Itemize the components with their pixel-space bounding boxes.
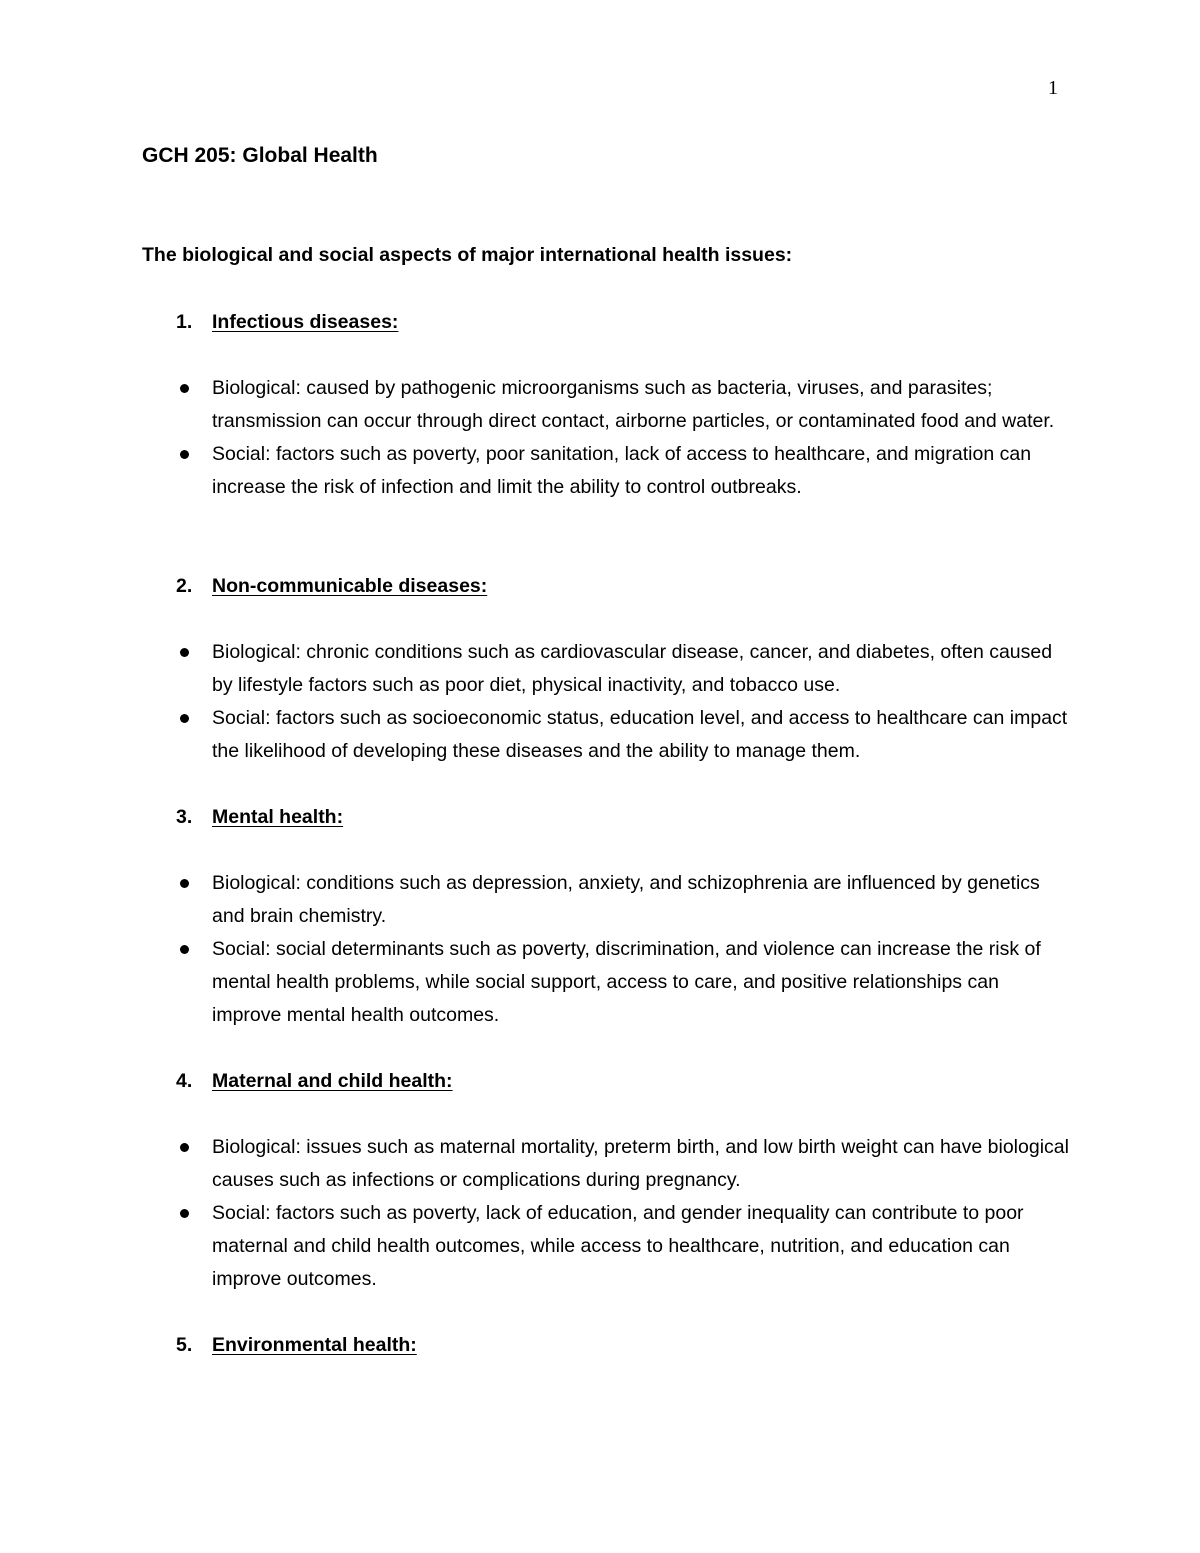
bullet-text: Biological: caused by pathogenic microorganisms such as bacteria, viruses, and parasites; transmission can occur through direct contact, airborne particles, or contaminated food and water. — [212, 377, 1055, 432]
bullet-dot-icon — [180, 714, 189, 723]
bullet-dot-icon — [180, 1209, 189, 1218]
section-number: 5. — [176, 1334, 193, 1356]
bullet-text: Social: social determinants such as poverty, discrimination, and violence can increase the risk of mental health problems, while social support, access to care, and positive relationships can improve mental health outcomes. — [212, 938, 1041, 1026]
section-label: Non-communicable diseases: — [212, 575, 488, 597]
bullet-list — [0, 1131, 1200, 1296]
bullet-dot-icon — [180, 450, 189, 459]
bullet-dot-icon — [180, 384, 189, 393]
bullet-text: Biological: conditions such as depression, anxiety, and schizophrenia are influenced by genetics and brain chemistry. — [212, 872, 1040, 927]
bullet-dot-icon — [180, 945, 189, 954]
bullet-item — [0, 867, 1072, 933]
bullet-item — [0, 1131, 1072, 1197]
section-number: 2. — [176, 575, 193, 597]
bullet-item — [0, 438, 1072, 504]
section-label: Mental health: — [212, 806, 344, 828]
course-title: GCH 205: Global Health — [142, 144, 378, 167]
section-label: Maternal and child health: — [212, 1070, 453, 1092]
bullet-dot-icon — [180, 648, 189, 657]
section-heading — [176, 1329, 417, 1361]
bullet-list — [0, 372, 1200, 504]
bullet-item — [0, 1197, 1072, 1296]
bullet-text: Biological: chronic conditions such as cardiovascular disease, cancer, and diabetes, often caused by lifestyle factors such as poor diet, physical inactivity, and tobacco use. — [212, 641, 1053, 696]
section-heading — [176, 306, 398, 338]
bullet-dot-icon — [180, 879, 189, 888]
intro-heading: The biological and social aspects of major international health issues: — [142, 244, 793, 266]
bullet-item — [0, 702, 1072, 768]
section-heading — [176, 801, 343, 833]
section-label: Environmental health: — [212, 1334, 417, 1356]
bullet-item — [0, 933, 1072, 1032]
bullet-list — [0, 636, 1200, 768]
section-heading — [176, 1065, 453, 1097]
section-heading — [176, 570, 487, 602]
section-number: 1. — [176, 311, 193, 333]
bullet-text: Social: factors such as socioeconomic status, education level, and access to healthcare can impact the likelihood of developing these diseases and the ability to manage them. — [212, 707, 1068, 762]
page-number: 1 — [1048, 77, 1058, 99]
bullet-item — [0, 636, 1072, 702]
bullet-dot-icon — [180, 1143, 189, 1152]
bullet-text: Biological: issues such as maternal mortality, preterm birth, and low birth weight can have biological causes such as infections or complications during pregnancy. — [212, 1136, 1069, 1191]
section-number: 4. — [176, 1070, 193, 1092]
bullet-text: Social: factors such as poverty, poor sanitation, lack of access to healthcare, and migration can increase the risk of infection and limit the ability to control outbreaks. — [212, 443, 1032, 498]
section-number: 3. — [176, 806, 193, 828]
section-label: Infectious diseases: — [212, 311, 399, 333]
bullet-list — [0, 867, 1200, 1032]
bullet-item — [0, 372, 1072, 438]
bullet-text: Social: factors such as poverty, lack of education, and gender inequality can contribute to poor maternal and child health outcomes, while access to healthcare, nutrition, and education can improve outcomes. — [212, 1202, 1024, 1290]
